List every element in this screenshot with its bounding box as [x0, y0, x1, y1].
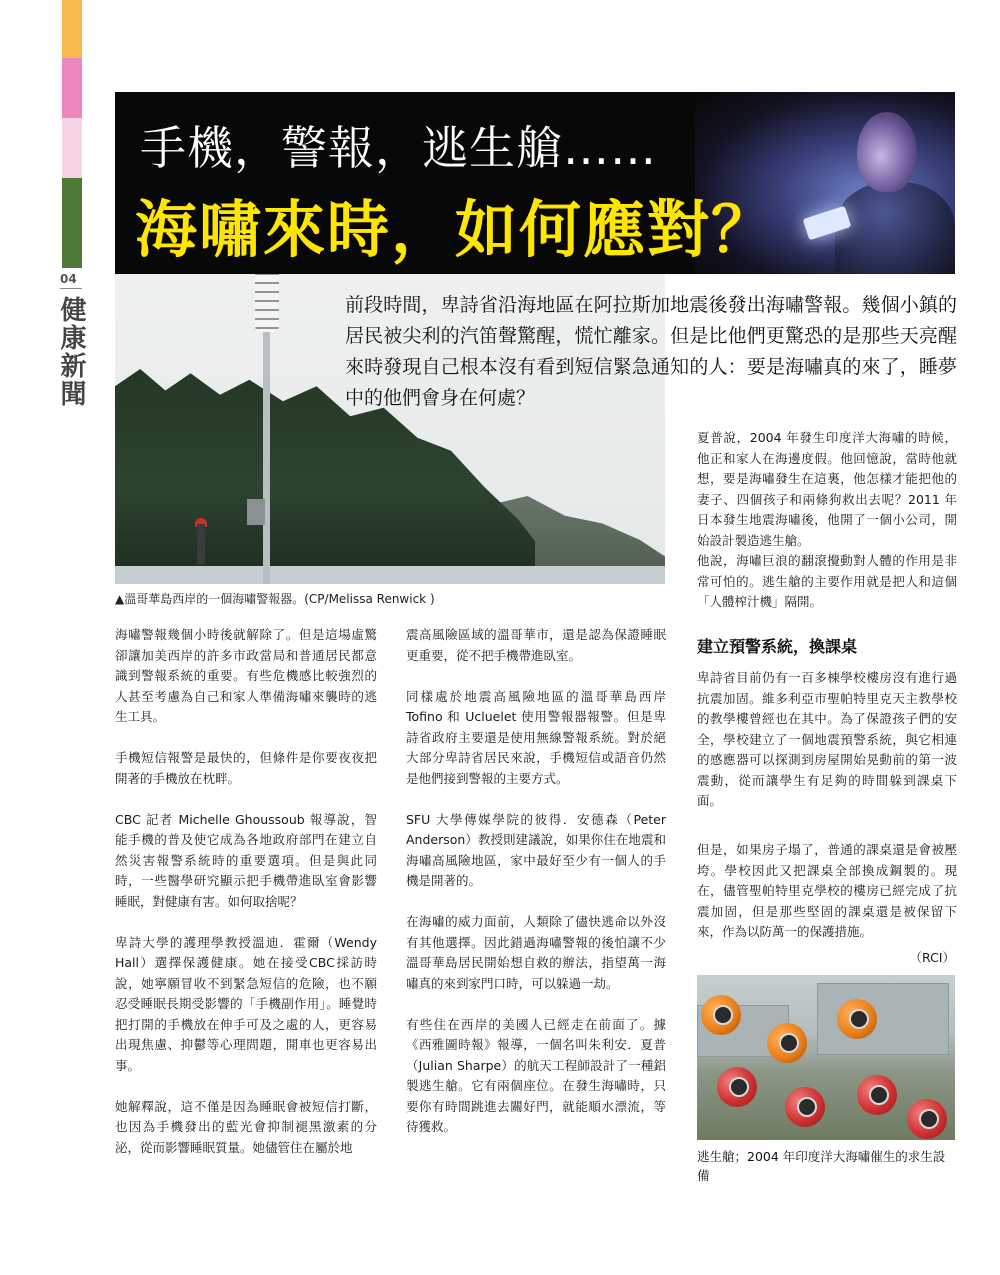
title-banner	[115, 92, 955, 274]
source-credit: （RCI）	[909, 950, 955, 965]
side-color-bar-orange	[62, 0, 82, 58]
paragraph: 但是，如果房子塌了，普通的課桌還是會被壓垮。學校因此又把課桌全部換成鋼製的。現在，儘管聖帕特里克學校的樓房已經完成了抗震加固，但是那些堅固的課桌還是被保留下來，作為以防萬一的保護措施。	[697, 842, 957, 939]
page-number-divider	[60, 288, 82, 289]
photo-water	[115, 566, 665, 584]
paragraph: 震高風險區域的溫哥華市，還是認為保證睡眠更重要，從不把手機帶進臥室。	[406, 627, 666, 663]
siren-head	[255, 274, 279, 332]
paragraph: 卑詩省目前仍有一百多棟學校樓房沒有進行過抗震加固。維多利亞市聖帕特里克天主教學校的教學樓曾經也在其中。為了保證孩子們的安全，學校建立了一個地震預警系統，與它相連的感應器可以探測到房屋開始晃動前的第一波震動，從而讓學生有足夠的時間躲到課桌下面。	[697, 670, 957, 808]
escape-pod	[717, 1067, 757, 1107]
photo-person	[197, 524, 205, 564]
article-column-3-bottom	[697, 840, 957, 943]
paragraph: 手機短信報警是最快的，但條件是你要夜夜把開著的手機放在枕畔。	[115, 750, 377, 786]
paragraph: 卑詩大學的護理學教授溫迪．霍爾（Wendy Hall）選擇保護健康。她在接受CBC採訪時說，她寧願冒收不到緊急短信的危險，也不願忍受睡眠長期受影響的「手機副作用」。睡覺時把打開的手機放在伸手可及之處的人，更容易出現焦慮、抑鬱等心理問題，開車也更容易出事。	[115, 934, 377, 1073]
paragraph: CBC 記者 Michelle Ghoussoub 報導說，智能手機的普及使它成為各地政府部門在建立自然災害報警系統時的重要選項。但是與此同時，一些醫學研究顯示把手機帶進臥室會影響睡眠，對健康有害。如何取捨呢？	[115, 811, 377, 909]
section-label: 健康新聞	[56, 296, 86, 408]
headline-line2: 海嘯來時，如何應對？	[135, 193, 776, 266]
paragraph: 海嘯警報幾個小時後就解除了。但是這場虛驚卻讓加美西岸的許多市政當局和普通居民都意識到警報系統的重要。有些危機感比較強烈的人甚至考慮為自己和家人準備海嘯來襲時的逃生工具。	[115, 627, 377, 724]
article-column-3-top	[697, 428, 957, 613]
siren-control-box	[247, 499, 265, 525]
escape-pod	[857, 1075, 897, 1115]
escape-pod	[837, 999, 877, 1039]
escape-pod-photo	[697, 975, 955, 1140]
escape-pod	[785, 1087, 825, 1127]
paragraph: 同樣處於地震高風險地區的溫哥華島西岸Tofino 和 Ucluelet 使用警報器報警。但是卑詩省政府主要還是使用無線警報系統。對於絕大部分卑詩省居民來說，手機短信或語音仍然是他們接到警報的主要方式。	[406, 688, 666, 786]
intro-paragraph: 前段時間，卑詩省沿海地區在阿拉斯加地震後發出海嘯警報。幾個小鎮的居民被尖利的汽笛聲驚醒，慌忙離家。但是比他們更驚恐的是那些天亮醒來時發現自己根本沒有看到短信緊急通知的人：要是海嘯真的來了，睡夢中的他們會身在何處？	[345, 294, 957, 409]
article-column-1	[115, 625, 377, 1179]
page-number: 04	[60, 272, 77, 286]
photo-caption: ▲溫哥華島西岸的一個海嘯警報器。(CP/Melissa Renwick )	[115, 592, 435, 606]
siren-pole	[263, 329, 270, 584]
banner-person-head	[857, 112, 917, 192]
pod-photo-caption: 逃生艙；2004 年印度洋大海嘯催生的求生設備	[697, 1149, 946, 1183]
escape-pod	[907, 1099, 947, 1139]
subheading: 建立預警系統，換課桌	[697, 637, 858, 656]
paragraph: 有些住在西岸的美國人已經走在前面了。據《西雅圖時報》報導，一個名叫朱利安．夏普（Julian Sharpe）的航天工程師設計了一種鋁製逃生艙。它有兩個座位。在發生海嘯時，只要你有時間跳進去關好門，就能順水漂流，等待獲救。	[406, 1016, 666, 1134]
paragraph: 他說，海嘯巨浪的翻滾攪動對人體的作用是非常可怕的。逃生艙的主要作用就是把人和這個「人體榨汁機」隔開。	[697, 553, 957, 609]
article-column-3-mid	[697, 668, 957, 832]
escape-pod	[767, 1023, 807, 1063]
paragraph: 她解釋說，這不僅是因為睡眠會被短信打斷，也因為手機發出的藍光會抑制褪黑激素的分泌，從而影響睡眠質量。她儘管住在屬於地	[115, 1098, 377, 1155]
headline-line1: 手機，警報，逃生艙……	[140, 121, 657, 175]
banner-person-body	[835, 182, 955, 274]
article-column-2	[406, 625, 666, 1158]
side-color-bar-pink	[62, 58, 82, 118]
side-color-bar-green	[62, 178, 82, 268]
paragraph: 在海嘯的威力面前，人類除了儘快逃命以外沒有其他選擇。因此錯過海嘯警報的後怕讓不少溫哥華島居民開始想自救的辦法，指望萬一海嘯真的來到家門口時，可以躲過一劫。	[406, 914, 666, 991]
paragraph: SFU 大學傳媒學院的彼得．安德森（Peter Anderson）教授則建議說，如果你住在地震和海嘯高風險地區，家中最好至少有一個人的手機是開著的。	[406, 811, 666, 888]
side-color-bar-light-pink	[62, 118, 82, 178]
escape-pod	[701, 995, 741, 1035]
paragraph: 夏普說，2004 年發生印度洋大海嘯的時候，他正和家人在海邊度假。他回憶說，當時他就想，要是海嘯發生在這裏，他怎樣才能把他的妻子、四個孩子和兩條狗救出去呢？2011 年日本發生地震海嘯後，他開了一個小公司，開始設計製造逃生艙。	[697, 430, 957, 548]
